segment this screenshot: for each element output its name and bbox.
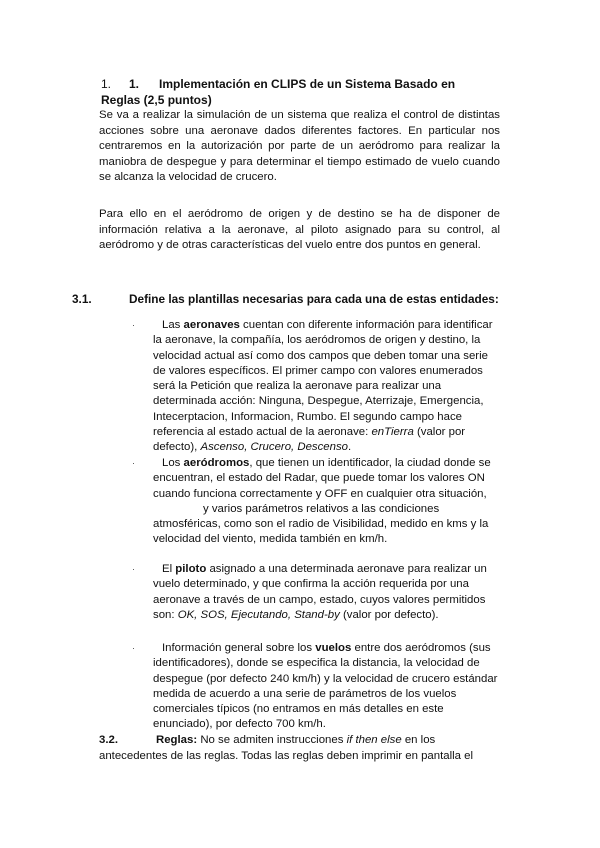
section-3-2-number: 3.2. bbox=[99, 734, 118, 746]
term-aeronaves: aeronaves bbox=[183, 319, 240, 331]
list-item-text: Información general sobre los bbox=[162, 642, 316, 654]
list-item-piloto bbox=[132, 562, 498, 623]
heading-outer-number: 1. bbox=[101, 77, 112, 91]
list-item-aerodromos bbox=[132, 456, 498, 548]
section-3-2-title: Reglas: bbox=[156, 734, 198, 746]
intro-paragraph-2: Para ello en el aeródromo de origen y de destino se ha de disponer de información relativa a la aeronave, al piloto asignado para su control, al aeródromo y de otras características del vuelo entre dos puntos en general. bbox=[99, 208, 500, 251]
italic-value: if then else bbox=[346, 734, 402, 746]
list-item-text: El bbox=[162, 563, 176, 575]
section-3-1-heading bbox=[72, 292, 542, 306]
section-3-1-title: Define las plantillas necesarias para cada una de estas entidades: bbox=[129, 292, 499, 306]
italic-value: Ascenso, Crucero, Descenso bbox=[200, 441, 349, 454]
section-3-2 bbox=[99, 733, 500, 764]
heading-inner-number: 1. bbox=[129, 77, 140, 91]
section-3-1-number: 3.1. bbox=[72, 292, 92, 306]
section-3-2-text: en los antecedentes de las reglas. Todas las reglas deben imprimir en pantalla el bbox=[99, 734, 474, 762]
italic-value: enTierra bbox=[371, 426, 414, 439]
list-item-text: y varios parámetros relativos a las condiciones atmosféricas, como son el radio de Visibilidad, medido en kms y la velocidad del viento, medida también en km/h. bbox=[153, 502, 489, 546]
heading-title-line2: Reglas (2,5 puntos) bbox=[101, 93, 212, 107]
term-aerodromos: aeródromos bbox=[183, 457, 250, 469]
list-item-text: (valor por defecto), bbox=[153, 426, 466, 454]
bullet-marker: · bbox=[132, 458, 135, 468]
heading-title-line1: Implementación en CLIPS de un Sistema Basado en bbox=[159, 77, 456, 91]
list-item-text: Los bbox=[162, 457, 184, 469]
list-item-text: , que tienen un identificador, la ciudad donde se encuentran, el estado del Radar, que puede tomar los valores ON cuando funciona correctamente y OFF en cualquier otra situación, bbox=[153, 457, 491, 500]
list-item-text: cuentan con diferente información para identificar la aeronave, la compañía, los aeródromos de origen y destino, la velocidad actual así como dos campos que deben tomar una serie de valores específicos. El primer campo con valores enumerados será la Petición que realiza la aeronave para realizar una determinada acción: Ninguna, Despegue, Aterrizaje, Emergencia, Intecerptacion, Informacion, Rumbo. El segundo campo hace referencia al estado actual de la aeronave: bbox=[153, 319, 493, 439]
bullet-marker: · bbox=[132, 320, 135, 330]
intro-paragraph-1: Se va a realizar la simulación de un sistema que realiza el control de distintas acciones sobre una aeronave dados diferentes factores. En particular nos centraremos en la autorización por parte de un aeródromo para realizar la maniobra de despegue y para determinar el tiempo estimado de vuelo cuando se alcanza la velocidad de crucero. bbox=[99, 109, 500, 183]
list-item-text: (valor por defecto). bbox=[339, 608, 439, 621]
list-item-text: entre dos aeródromos (sus identificadores), donde se especifica la distancia, la velocidad de despegue (por defecto 240 km/h) y la velocidad de crucero estándar medida de acuerdo a una serie de parámetros de los vuelos comerciales típicos (no entramos en más detalles en este enunciado), por defecto 700 km/h. bbox=[153, 642, 498, 731]
bullet-marker: · bbox=[132, 643, 135, 653]
bullet-marker: · bbox=[132, 564, 135, 574]
list-item-text: . bbox=[348, 441, 352, 454]
term-vuelos: vuelos bbox=[315, 642, 352, 654]
list-item-text: asignado a una determinada aeronave para realizar un vuelo determinado, y que confirma la acción requerida por una aeronave a través de un campo, estado, cuyos valores permitidos son: bbox=[153, 563, 487, 621]
list-item-vuelos bbox=[132, 641, 498, 733]
italic-value: OK, SOS, Ejecutando, Stand-by bbox=[177, 608, 340, 621]
section-3-2-text: No se admiten instrucciones bbox=[197, 734, 347, 746]
list-item-text: Las bbox=[162, 319, 184, 331]
section-heading bbox=[101, 76, 521, 108]
term-piloto: piloto bbox=[175, 563, 207, 575]
list-item-aeronaves bbox=[132, 318, 498, 456]
